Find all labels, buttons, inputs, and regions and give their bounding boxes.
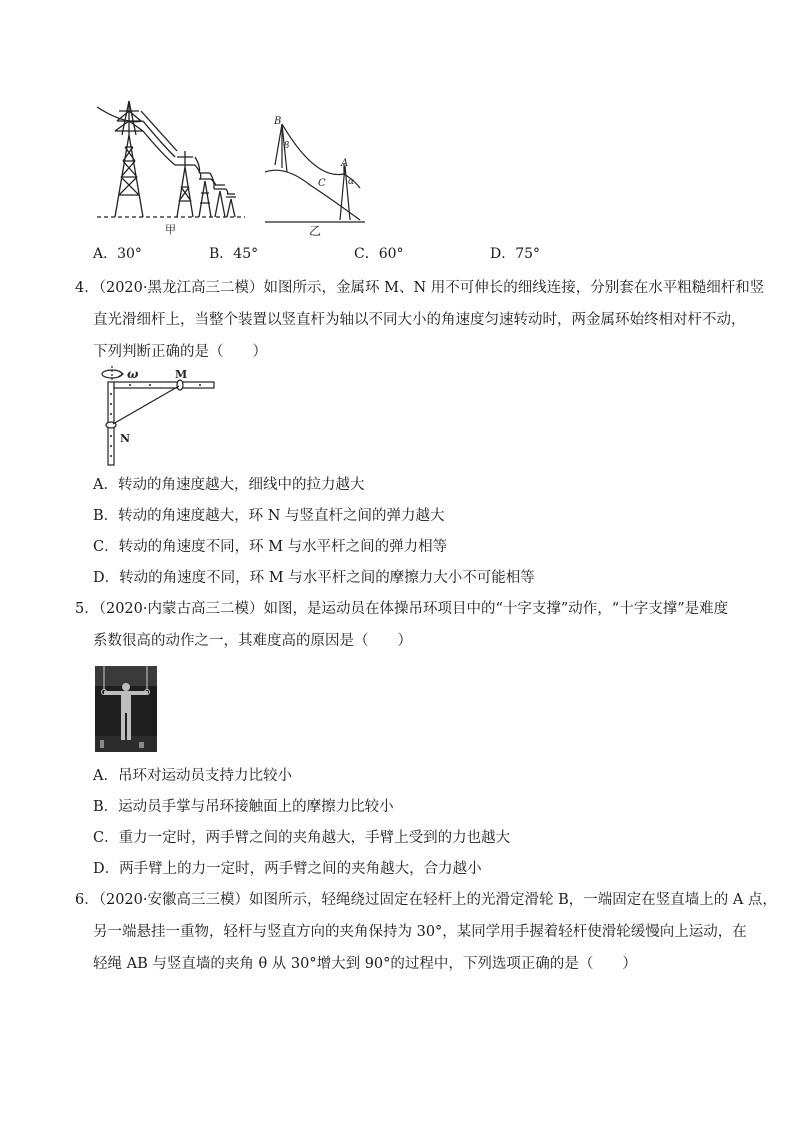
fig-yi-angle-alpha: α: [348, 177, 355, 187]
q4-fig-omega-label: ω: [127, 367, 139, 381]
figure-yi-schematic: [260, 110, 370, 235]
figure-jia-label: 甲: [165, 223, 176, 235]
q3-option-c: C．60°: [354, 246, 404, 262]
q4-option-c: C．转动的角速度不同，环 M 与水平杆之间的弹力相等: [93, 539, 448, 555]
figure-jia-power-towers: [95, 95, 245, 235]
q4-figure-rotating-rods: [95, 362, 220, 467]
fig-yi-point-C: C: [318, 178, 326, 189]
q6-stem-line-2: 另一端悬挂一重物，轻杆与竖直方向的夹角保持为 30°，某同学用手握着轻杆使滑轮缓慢向上运动，在: [93, 924, 747, 940]
fig-yi-point-B: B: [274, 116, 282, 127]
fig-yi-angle-beta: β: [284, 141, 290, 151]
q5-option-a: A．吊环对运动员支持力比较小: [93, 768, 292, 784]
q6-stem-line-1: 6．（2020·安徽高三三模）如图所示，轻绳绕过固定在轻杆上的光滑定滑轮 B，一端固定在竖直墙上的 A 点，: [75, 892, 777, 908]
q5-option-c: C．重力一定时，两手臂之间的夹角越大，手臂上受到的力也越大: [93, 830, 511, 846]
q4-option-a: A．转动的角速度越大，细线中的拉力越大: [93, 477, 365, 493]
q4-fig-N-label: N: [120, 432, 131, 445]
q5-stem-line-1: 5．（2020·内蒙古高三二模）如图，是运动员在体操吊环项目中的“十字支撑”动作，“十字支撑”是难度: [75, 601, 729, 617]
q4-stem-line-2: 直光滑细杆上，当整个装置以竖直杆为轴以不同大小的角速度匀速转动时，两金属环始终相对杆不动，: [93, 312, 746, 328]
q5-option-d: D．两手臂上的力一定时，两手臂之间的夹角越大，合力越小: [93, 861, 482, 877]
q4-stem-line-3: 下列判断正确的是（ ）: [93, 344, 267, 360]
q3-option-b: B．45°: [209, 246, 259, 262]
q3-option-d: D．75°: [490, 246, 541, 262]
q5-stem-line-2: 系数很高的动作之一，其难度高的原因是（ ）: [93, 633, 412, 649]
q4-stem-line-1: 4．（2020·黑龙江高三二模）如图所示，金属环 M、N 用不可伸长的细线连接，分别套在水平粗糙细杆和竖: [75, 280, 765, 296]
q5-photo-gymnast-rings: [95, 666, 157, 752]
q6-stem-line-3: 轻绳 AB 与竖直墙的夹角 θ 从 30°增大到 90°的过程中，下列选项正确的是（ ）: [93, 956, 637, 972]
q4-option-d: D．转动的角速度不同，环 M 与水平杆之间的摩擦力大小不可能相等: [93, 570, 535, 586]
fig-yi-point-A: A: [341, 158, 349, 169]
q3-option-a: A．30°: [93, 246, 142, 262]
q4-fig-M-label: M: [175, 368, 188, 381]
figure-yi-label: 乙: [309, 224, 322, 238]
q5-option-b: B．运动员手掌与吊环接触面上的摩擦力比较小: [93, 799, 394, 815]
q4-option-b: B．转动的角速度越大，环 N 与竖直杆之间的弹力越大: [93, 508, 445, 524]
